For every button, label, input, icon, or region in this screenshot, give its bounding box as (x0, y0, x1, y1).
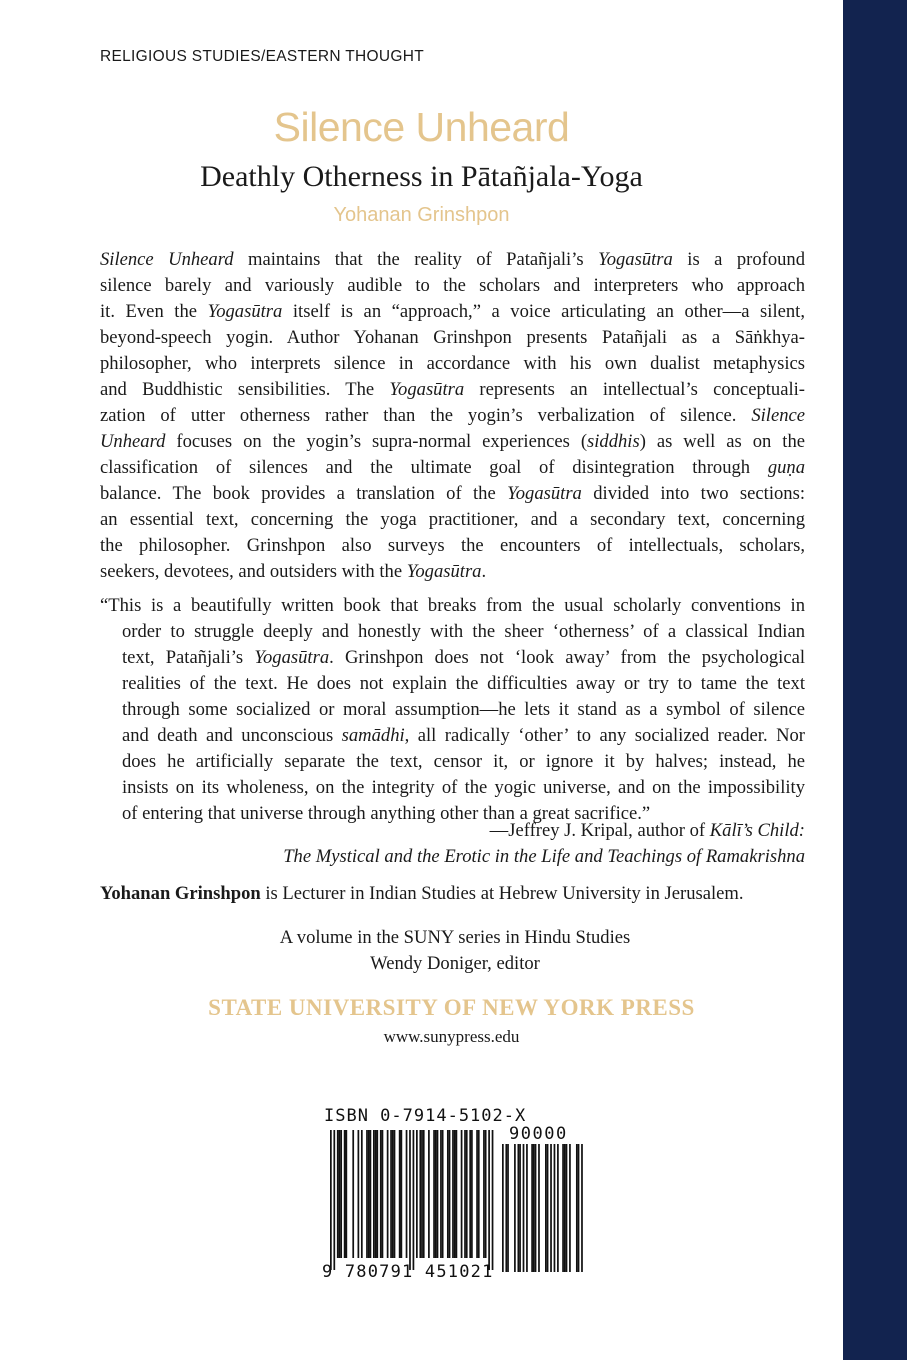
ean-bar (392, 1130, 394, 1258)
quote-text: of entering that universe through anything other than a great sacrifice.” (122, 803, 651, 824)
blurb-text: silence barely and variously audible to the scholars and interpreters who approach (100, 275, 805, 296)
ean-bar (380, 1130, 382, 1258)
ean-bar (370, 1130, 372, 1258)
addon-bar (547, 1144, 549, 1272)
ean-bar (416, 1130, 418, 1258)
ean-bar (437, 1130, 439, 1258)
ean-bar (419, 1130, 421, 1258)
blurb-text: Yogasūtra (598, 249, 673, 270)
ean-bar (373, 1130, 375, 1258)
quote-text: samādhi (341, 725, 405, 746)
addon-bar (514, 1144, 516, 1272)
addon-bar (533, 1144, 535, 1272)
blurb-text: beyond-speech yogin. Author Yohanan Grinshpon presents Patañjali as a Sāṅkhya- (100, 327, 805, 348)
blurb-text: zation of utter otherness rather than the yogin’s verbalization of silence. (100, 405, 752, 426)
ean-bar (476, 1130, 478, 1258)
ean-bar (466, 1130, 468, 1258)
ean-bar (337, 1130, 339, 1258)
publisher-website: www.sunypress.edu (383, 1027, 520, 1046)
addon-bar (502, 1144, 504, 1272)
addon-bar (557, 1144, 559, 1272)
attribution-book-subtitle: The Mystical and the Erotic in the Life and Teachings of Ramakrishna (283, 846, 805, 867)
addon-bar (581, 1144, 583, 1272)
ean-bar (333, 1130, 335, 1270)
blurb-text: is a profound (672, 249, 806, 270)
quote-text: , all radically ‘other’ to any socialized reader. Nor (404, 725, 805, 746)
blurb-text: it. Even the (100, 301, 208, 322)
ean-bar (469, 1130, 471, 1258)
blurb-text: divided into two sections: (581, 483, 805, 504)
quote-text: . Grinshpon does not ‘look away’ from the psychological (329, 647, 805, 668)
addon-bar (554, 1144, 556, 1272)
category-label: RELIGIOUS STUDIES/EASTERN THOUGHT (100, 48, 424, 65)
ean-bar (401, 1130, 403, 1258)
blurb-text: Silence (751, 405, 805, 426)
addon-bar (550, 1144, 552, 1272)
ean-bar (449, 1130, 451, 1258)
blurb-text: Silence Unheard (100, 249, 234, 270)
ean-bar (464, 1130, 466, 1258)
ean-bar (330, 1130, 332, 1270)
ean-bar (423, 1130, 425, 1258)
addon-bar (578, 1144, 580, 1272)
ean-bar (339, 1130, 341, 1258)
addon-bar (507, 1144, 509, 1272)
addon-bar (576, 1144, 578, 1272)
blurb-text: focuses on the yogin’s supra-normal experiences ( (165, 431, 588, 452)
blurb-text: and Buddhistic sensibilities. The (100, 379, 390, 400)
bio-name: Yohanan Grinshpon (100, 883, 261, 904)
blurb-text: represents an intellectual’s conceptuali- (464, 379, 805, 400)
ean-bar (413, 1130, 415, 1270)
blurb-text: Yogasūtra (389, 379, 465, 400)
bio-text: is Lecturer in Indian Studies at Hebrew University in Jerusalem. (260, 883, 744, 904)
ean-bar (375, 1130, 377, 1258)
isbn-label: ISBN 0-7914-5102-X (324, 1106, 527, 1126)
addon-bar (566, 1144, 568, 1272)
addon-bar (538, 1144, 540, 1272)
ean-bar (461, 1130, 463, 1258)
quote-text: order to struggle deeply and honestly with the sheer ‘otherness’ of a classical Indian (122, 621, 805, 642)
ean-bar (485, 1130, 487, 1258)
quote-text: does he artificially separate the text, censor it, or ignore it by halves; instead, he (122, 751, 805, 772)
ean-bar (399, 1130, 401, 1258)
blurb-text: guṇa (767, 457, 805, 478)
ean-bar (471, 1130, 473, 1258)
blurb-text: the philosopher. Grinshpon also surveys the encounters of intellectuals, scholars, (100, 535, 805, 556)
addon-bar (535, 1144, 537, 1272)
blurb-text: an essential text, concerning the yoga practitioner, and a secondary text, concerning (100, 509, 805, 530)
blurb-text: balance. The book provides a translation of the (100, 483, 508, 504)
ean-bar (483, 1130, 485, 1258)
addon-bar (564, 1144, 566, 1272)
ean-bar (440, 1130, 442, 1258)
ean-bar (452, 1130, 454, 1258)
blurb-text: . (481, 561, 487, 582)
ean-bar (366, 1130, 368, 1258)
quote-text: “This is a beautifully written book that breaks from the usual scholarly conventions in (100, 595, 805, 616)
addon-bar (531, 1144, 533, 1272)
quote-text: insists on its wholeness, on the integrity of the yogic universe, and on the impossibility (122, 777, 805, 798)
blurb-text: siddhis (587, 431, 640, 452)
ean-bar (390, 1130, 392, 1258)
blurb-text: Yogasūtra (507, 483, 582, 504)
ean-bar (340, 1130, 342, 1258)
quote-text: realities of the text. He does not explain the difficulties away or try to tame the text (122, 673, 805, 694)
ean-bar (344, 1130, 346, 1258)
book-subtitle: Deathly Otherness in Pātañjala-Yoga (200, 160, 643, 193)
addon-bar (519, 1144, 521, 1272)
ean-bar (361, 1130, 363, 1258)
blurb-text: ) as well as on the (639, 431, 805, 452)
ean-bar (406, 1130, 408, 1258)
ean-digits: 9 780791 451021 (322, 1262, 494, 1282)
ean-bar (387, 1130, 389, 1258)
ean-bar (352, 1130, 354, 1258)
addon-bar (517, 1144, 519, 1272)
addon-bar (523, 1144, 525, 1272)
ean-bar (376, 1130, 378, 1258)
addon-bar (505, 1144, 507, 1272)
ean-bar (456, 1130, 458, 1258)
quote-text: through some socialized or moral assumption—he lets it stand as a symbol of silence (122, 699, 805, 720)
ean-bar (454, 1130, 456, 1258)
ean-bar (345, 1130, 347, 1258)
addon-bar (526, 1144, 528, 1272)
quote-text: Yogasūtra (254, 647, 330, 668)
ean-bar (488, 1130, 490, 1270)
blurb-text: itself is an “approach,” a voice articulating an other—a silent, (282, 301, 805, 322)
ean-bar (435, 1130, 437, 1258)
ean-bar (447, 1130, 449, 1258)
ean-bar (409, 1130, 411, 1270)
attribution-prefix: —Jeffrey J. Kripal, author of (489, 820, 710, 841)
ean-bar (492, 1130, 494, 1270)
ean-bar (442, 1130, 444, 1258)
quote-text: text, Patañjali’s (122, 647, 255, 668)
attribution-book-title: Kālī’s Child: (709, 820, 805, 841)
ean-bar (358, 1130, 360, 1258)
ean-bar (421, 1130, 423, 1258)
ean-bar (382, 1130, 384, 1258)
ean-bar (478, 1130, 480, 1258)
ean-bar (368, 1130, 370, 1258)
author-name: Yohanan Grinshpon (333, 204, 510, 226)
publisher-name: STATE UNIVERSITY OF NEW YORK PRESS (208, 995, 695, 1020)
book-title: Silence Unheard (273, 104, 570, 150)
blurb-text: maintains that the reality of Patañjali’s (233, 249, 599, 270)
blurb-text: Yogasūtra (406, 561, 482, 582)
blurb-text: classification of silences and the ultimate goal of disintegration through (100, 457, 768, 478)
addon-bar (545, 1144, 547, 1272)
blurb-text: Unheard (100, 431, 166, 452)
quote-text: and death and unconscious (122, 725, 342, 746)
blurb-text: philosopher, who interprets silence in accordance with his own dualist metaphysics (100, 353, 805, 374)
ean-bar (394, 1130, 396, 1258)
ean-bar (428, 1130, 430, 1258)
series-editor: Wendy Doniger, editor (370, 953, 540, 974)
addon-bar (562, 1144, 564, 1272)
blurb-text: Yogasūtra (207, 301, 283, 322)
blurb-text: seekers, devotees, and outsiders with the (100, 561, 407, 582)
addon-bar (569, 1144, 571, 1272)
price-addon-digits: 90000 (509, 1124, 568, 1144)
series-line: A volume in the SUNY series in Hindu Studies (279, 927, 631, 948)
ean-bar (433, 1130, 435, 1258)
